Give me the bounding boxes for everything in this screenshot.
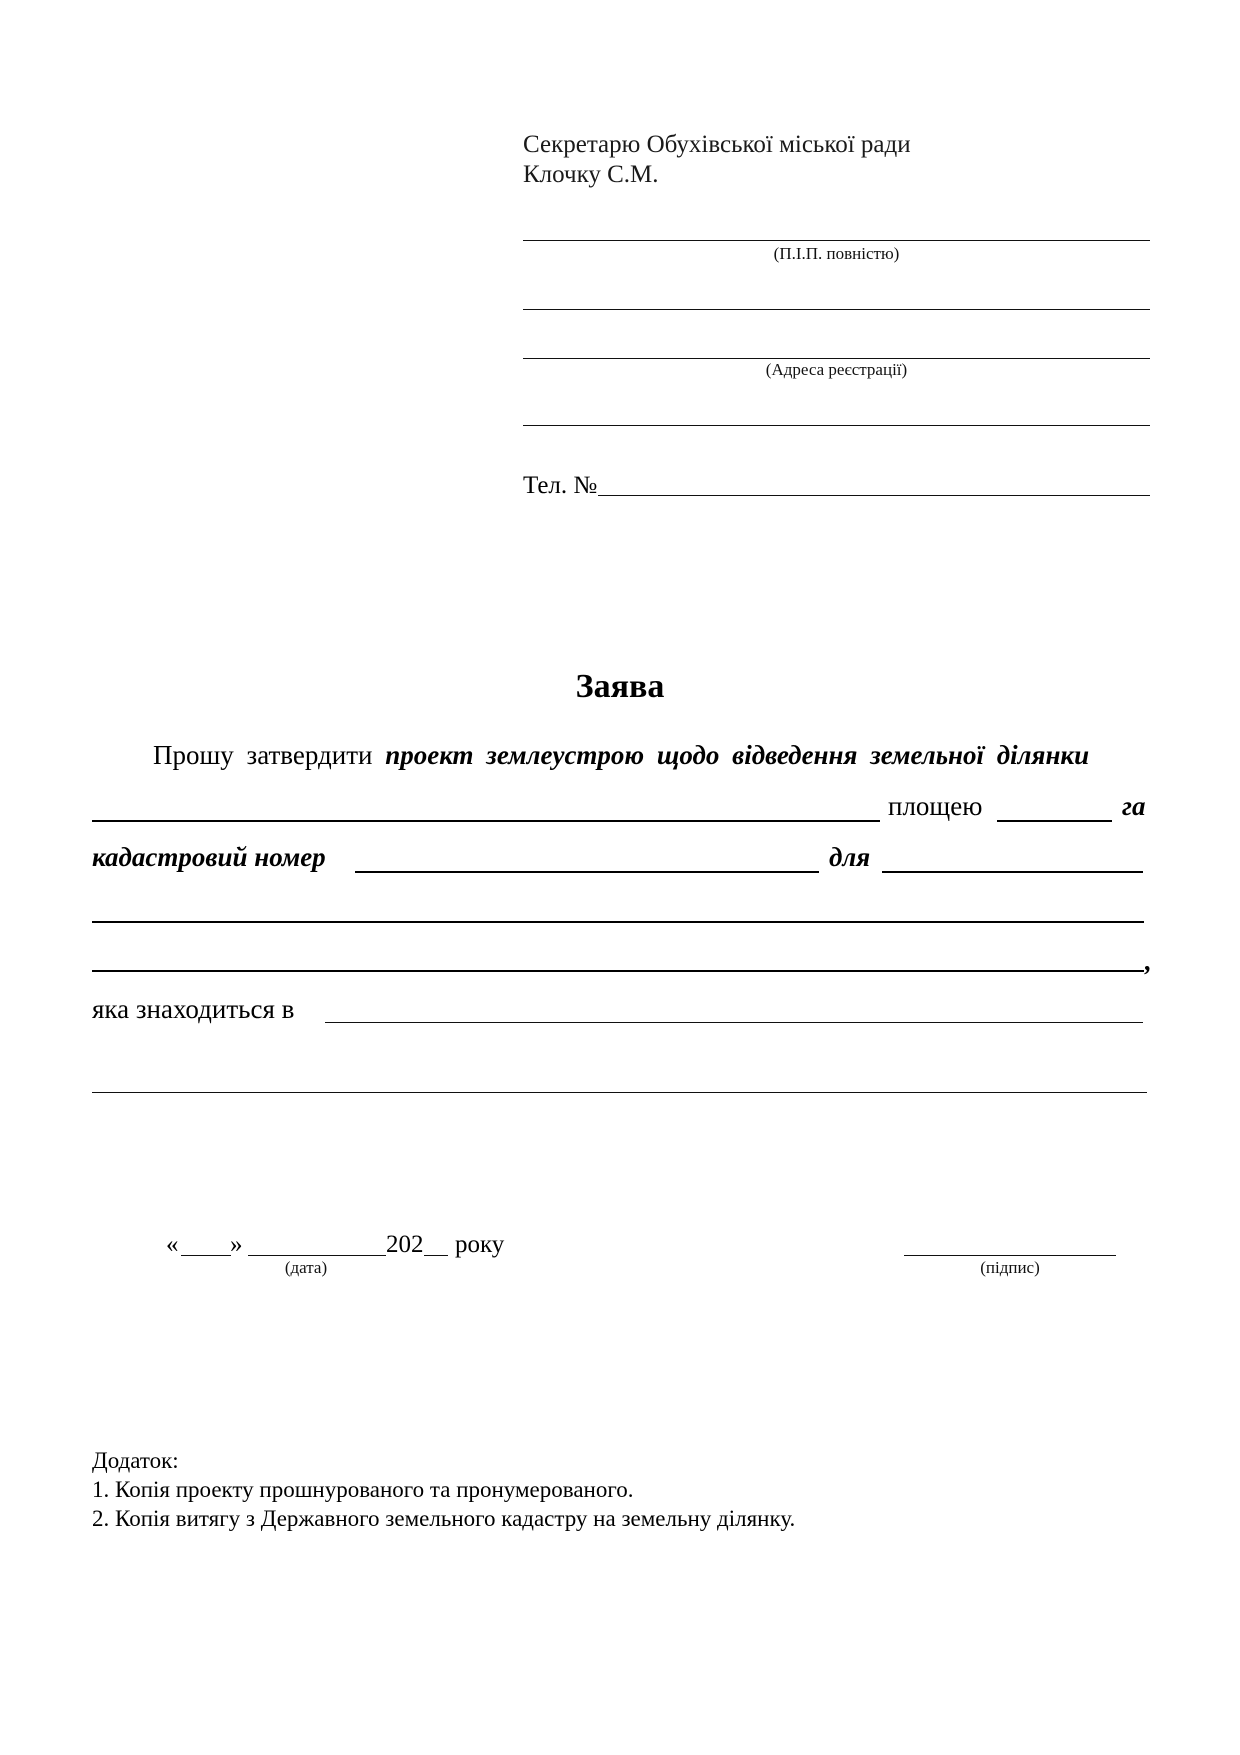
attachments-heading: Додаток: <box>92 1448 179 1473</box>
attachment-item-1: 1. Копія проекту прошнурованого та пронумерованого. <box>92 1477 634 1502</box>
request-intro-text: Прошу затвердити <box>153 740 373 770</box>
address-field-line-2[interactable] <box>523 358 1150 359</box>
applicant-name-field[interactable] <box>523 240 1150 241</box>
purpose-comma: , <box>1145 946 1152 976</box>
cadastral-number-field[interactable] <box>355 871 819 873</box>
area-unit: га <box>1122 791 1146 821</box>
date-close-quote: » <box>230 1231 243 1258</box>
address-field-line-3[interactable] <box>523 425 1150 426</box>
location-field-line-2[interactable] <box>92 1092 1147 1093</box>
signature-caption: (підпис) <box>980 1258 1040 1277</box>
address-field-line-1[interactable] <box>523 309 1150 310</box>
document-title: Заява <box>575 668 665 705</box>
land-plot-description-field[interactable] <box>92 820 880 822</box>
purpose-field-line-3[interactable] <box>92 970 1144 972</box>
date-year-field[interactable] <box>424 1255 448 1256</box>
request-intro <box>153 740 1153 771</box>
purpose-label: для <box>829 842 871 872</box>
area-field[interactable] <box>997 820 1112 822</box>
phone-field[interactable] <box>598 495 1150 496</box>
attachment-item-2: 2. Копія витягу з Державного земельного кадастру на земельну ділянку. <box>92 1506 796 1531</box>
date-month-field[interactable] <box>248 1255 386 1256</box>
addressee-line-1: Секретарю Обухівської міської ради <box>523 131 911 158</box>
date-year-suffix: року <box>455 1231 505 1258</box>
date-day-field[interactable] <box>181 1255 231 1256</box>
area-label: площею <box>888 791 983 821</box>
addressee-line-2: Клочку С.М. <box>523 161 659 188</box>
purpose-field-line-2[interactable] <box>92 921 1144 923</box>
address-caption: (Адреса реєстрації) <box>765 360 908 379</box>
request-subject: проект землеустрою щодо відведення земельної ділянки <box>385 740 1090 770</box>
date-caption: (дата) <box>284 1258 328 1277</box>
signature-field[interactable] <box>904 1255 1116 1256</box>
date-year-prefix: 202 <box>386 1231 424 1258</box>
applicant-name-caption: (П.І.П. повністю) <box>773 244 900 263</box>
date-open-quote: « <box>166 1231 179 1258</box>
location-field-line-1[interactable] <box>325 1022 1143 1023</box>
location-label: яка знаходиться в <box>92 994 295 1024</box>
cadastral-label: кадастровий номер <box>92 842 326 872</box>
purpose-field-line-1[interactable] <box>882 871 1143 873</box>
phone-label: Тел. № <box>523 472 598 499</box>
